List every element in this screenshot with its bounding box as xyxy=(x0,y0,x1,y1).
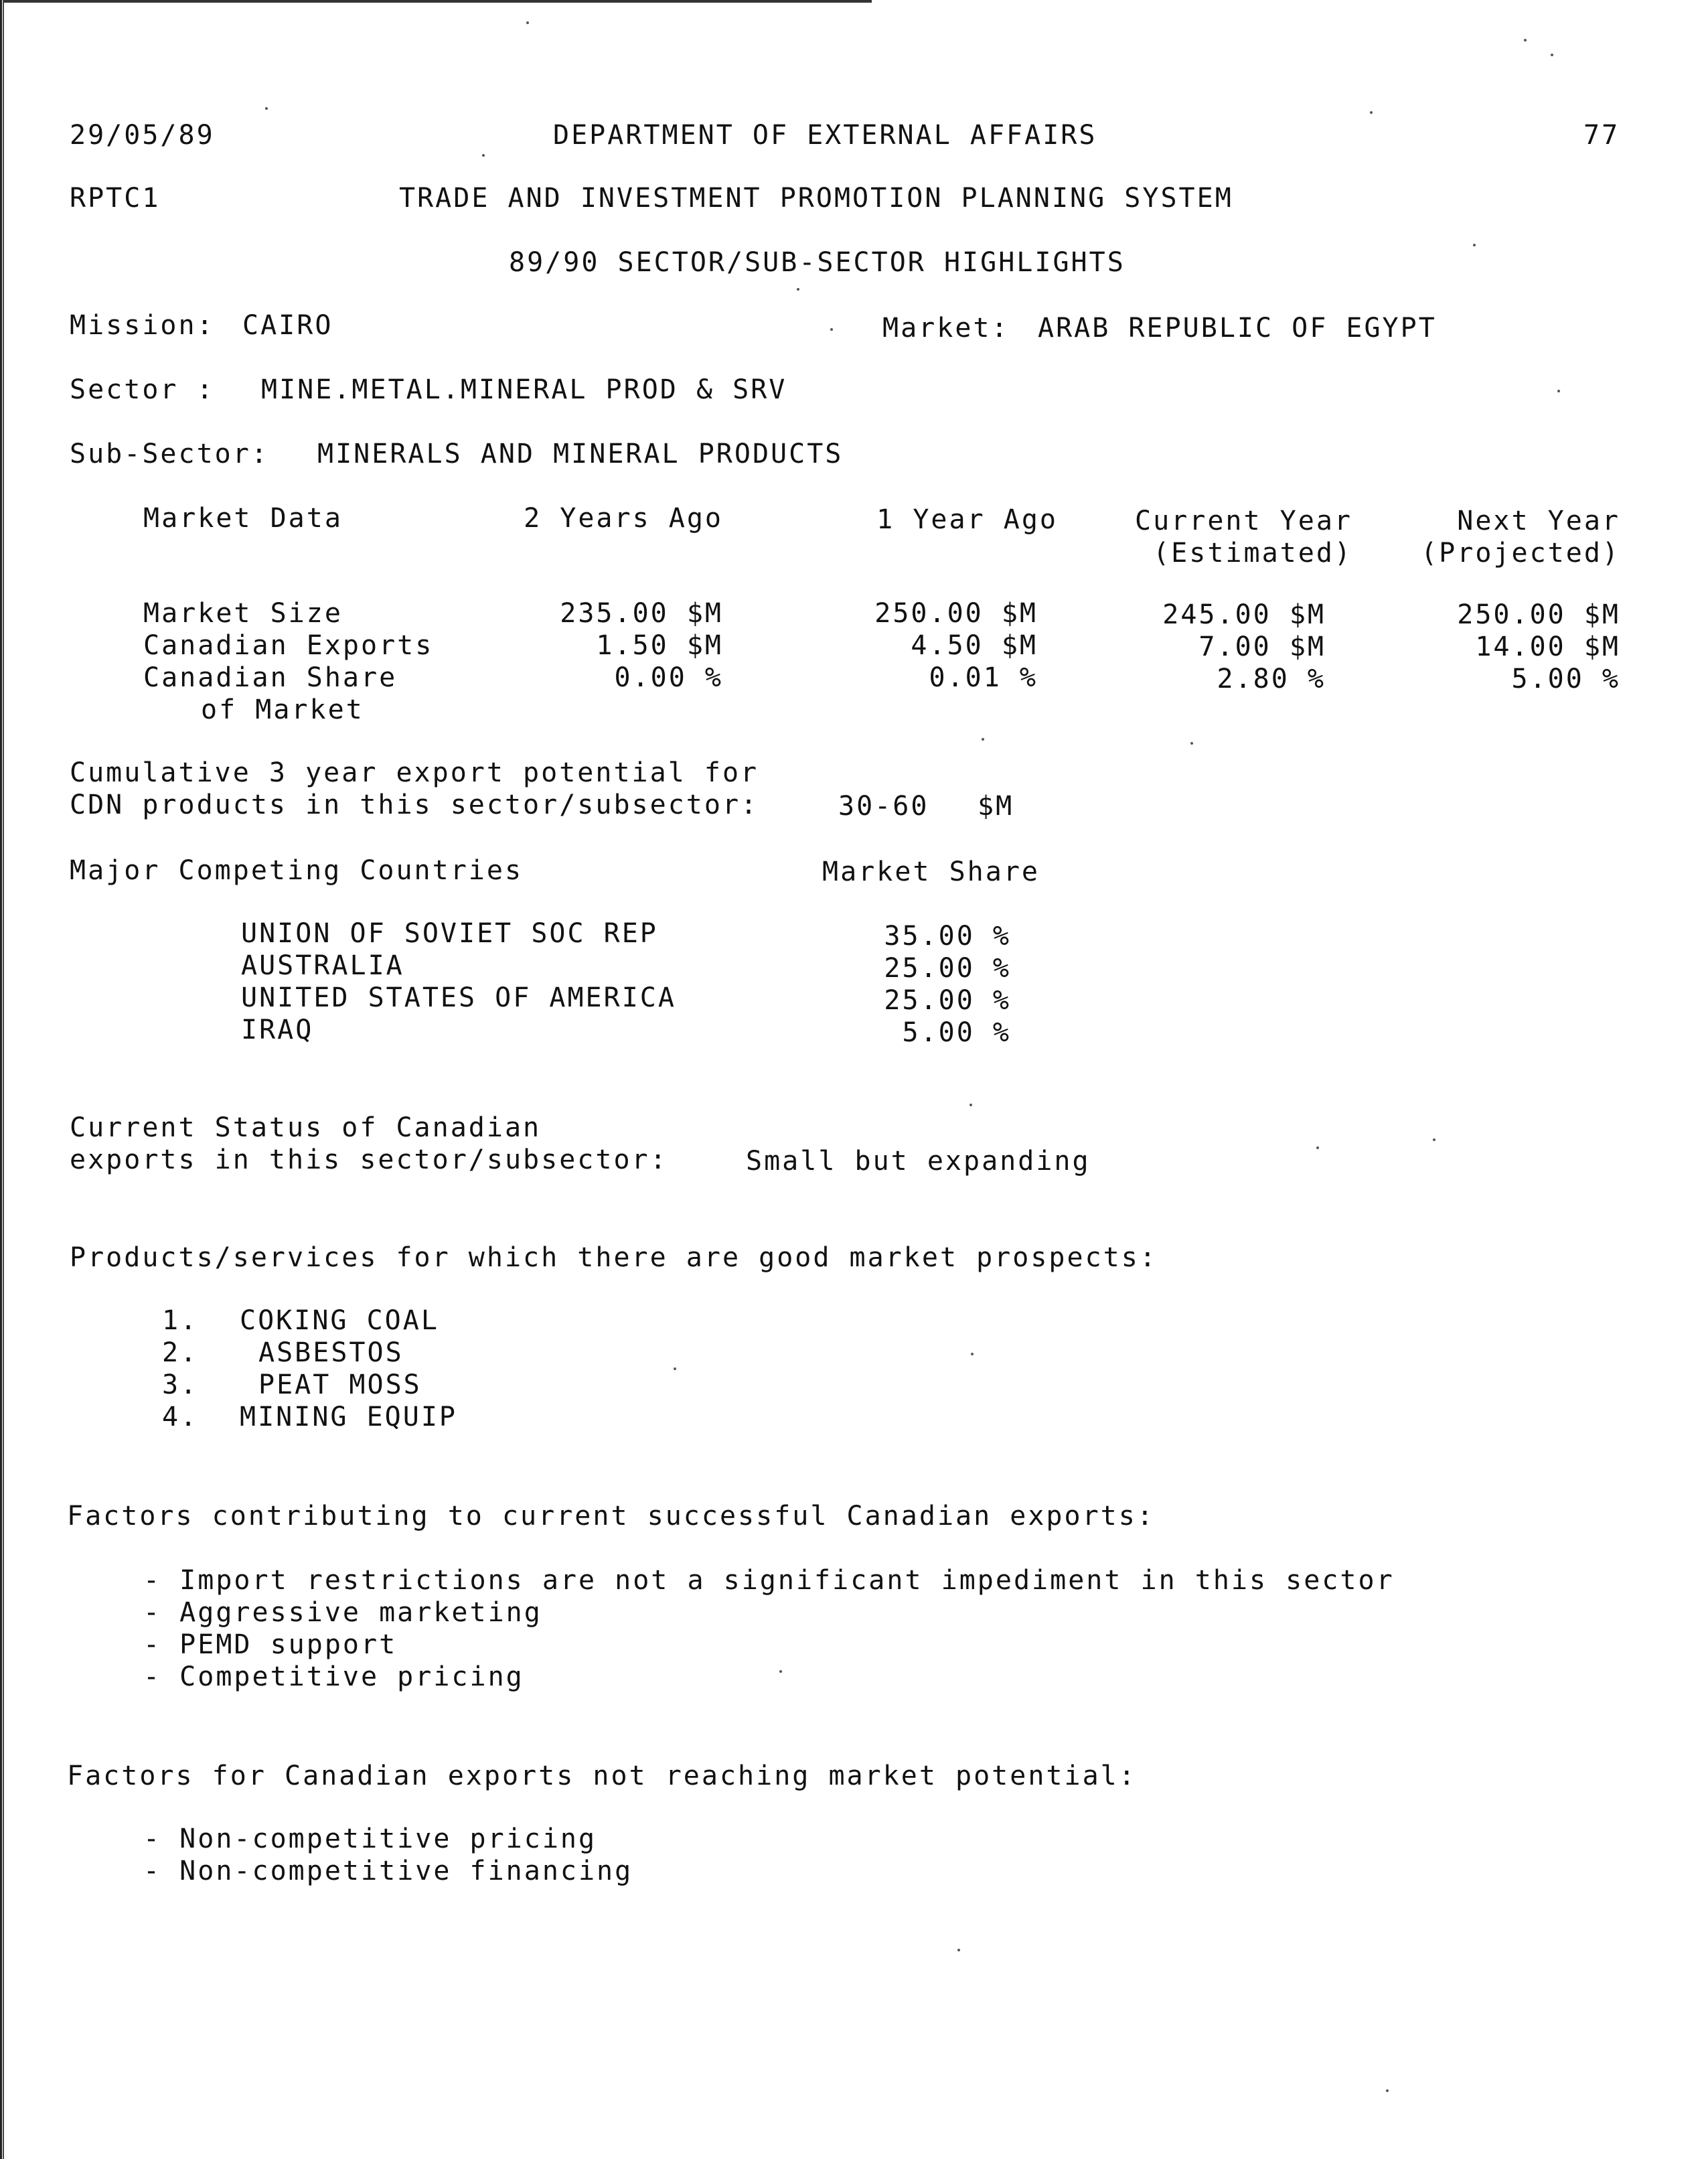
market-size-2-years-ago: 235.00 $M xyxy=(560,598,723,629)
prospect-item: MINING EQUIP xyxy=(240,1402,457,1432)
column-header-current-year-note: (Estimated) xyxy=(1153,538,1352,569)
prospect-number: 3. xyxy=(162,1369,199,1400)
current-status-value: Small but expanding xyxy=(746,1146,1091,1177)
market-label: Market: xyxy=(882,313,1010,344)
scan-speck xyxy=(982,738,984,741)
canadian-exports-1-year-ago: 4.50 $M xyxy=(911,630,1038,661)
scan-speck xyxy=(797,288,799,291)
current-status-line2: exports in this sector/subsector: xyxy=(70,1144,668,1175)
column-header-1-year-ago: 1 Year Ago xyxy=(876,504,1058,535)
page-number: 77 xyxy=(1583,120,1620,151)
competitor-share: 5.00 % xyxy=(902,1017,1011,1048)
success-factor-text: Aggressive marketing xyxy=(179,1597,542,1628)
scan-speck xyxy=(830,328,833,331)
current-status-line1: Current Status of Canadian xyxy=(70,1112,542,1143)
prospect-item: ASBESTOS xyxy=(258,1337,404,1368)
market-size-next-year: 250.00 $M xyxy=(1457,599,1620,630)
success-factor-text: Import restrictions are not a significant impediment in this sector xyxy=(179,1565,1395,1596)
prospect-item: PEAT MOSS xyxy=(258,1369,422,1400)
column-header-2-years-ago: 2 Years Ago xyxy=(524,503,723,534)
scan-speck xyxy=(1551,54,1553,56)
column-header-next-year: Next Year xyxy=(1457,506,1620,536)
scan-speck xyxy=(971,1353,974,1355)
department-name: DEPARTMENT OF EXTERNAL AFFAIRS xyxy=(553,120,1097,151)
scan-speck xyxy=(969,1104,972,1106)
scan-top-edge xyxy=(4,0,872,3)
success-factors-heading: Factors contributing to current successful Canadian exports: xyxy=(67,1501,1155,1532)
prospect-number: 4. xyxy=(162,1402,199,1432)
sub-sector-label: Sub-Sector: xyxy=(70,439,269,469)
success-factor-item: - Import restrictions are not a significant impediment in this sector xyxy=(143,1565,1395,1596)
canadian-share-next-year: 5.00 % xyxy=(1511,664,1620,694)
market-size-current-year: 245.00 $M xyxy=(1162,599,1326,630)
scan-speck xyxy=(1473,244,1476,246)
shortfall-factor-text: Non-competitive pricing xyxy=(179,1823,597,1854)
row-label-canadian-share: Canadian Share xyxy=(143,662,398,693)
canadian-exports-current-year: 7.00 $M xyxy=(1198,631,1326,662)
row-label-market-size: Market Size xyxy=(143,598,343,629)
row-label-canadian-share-cont: of Market xyxy=(201,694,364,725)
competitor-share: 25.00 % xyxy=(884,953,1011,984)
scan-left-edge xyxy=(0,0,4,2159)
competitors-heading: Major Competing Countries xyxy=(70,855,524,886)
success-factor-item: - Aggressive marketing xyxy=(143,1597,542,1628)
competitor-country: UNION OF SOVIET SOC REP xyxy=(241,918,658,949)
success-factor-text: Competitive pricing xyxy=(179,1661,524,1692)
canadian-exports-next-year: 14.00 $M xyxy=(1475,631,1620,662)
scan-speck xyxy=(1386,2089,1389,2092)
scan-speck xyxy=(779,1670,782,1673)
canadian-share-2-years-ago: 0.00 % xyxy=(614,662,723,693)
sub-sector-value: MINERALS AND MINERAL PRODUCTS xyxy=(317,439,844,469)
canadian-share-1-year-ago: 0.01 % xyxy=(929,662,1038,693)
export-potential-line2: CDN products in this sector/subsector: xyxy=(70,790,759,820)
column-header-current-year: Current Year xyxy=(1135,506,1352,536)
canadian-share-current-year: 2.80 % xyxy=(1217,664,1326,694)
market-share-heading: Market Share xyxy=(822,857,1040,887)
shortfall-factor-text: Non-competitive financing xyxy=(179,1856,633,1886)
column-header-next-year-note: (Projected) xyxy=(1421,538,1620,569)
competitor-country: UNITED STATES OF AMERICA xyxy=(241,982,676,1013)
shortfall-factor-item: - Non-competitive financing xyxy=(143,1856,633,1886)
shortfall-factor-item: - Non-competitive pricing xyxy=(143,1823,597,1854)
scan-speck xyxy=(1316,1146,1319,1149)
scan-speck xyxy=(526,21,529,24)
competitor-country: AUSTRALIA xyxy=(241,950,404,981)
prospect-number: 1. xyxy=(162,1305,199,1336)
scan-speck xyxy=(1524,39,1527,42)
report-code: RPTC1 xyxy=(70,183,161,214)
scan-speck xyxy=(1557,390,1560,392)
prospects-heading: Products/services for which there are good market prospects: xyxy=(70,1242,1158,1273)
competitor-country: IRAQ xyxy=(241,1015,314,1045)
competitor-share: 35.00 % xyxy=(884,921,1011,952)
report-title: 89/90 SECTOR/SUB-SECTOR HIGHLIGHTS xyxy=(509,247,1125,278)
market-size-1-year-ago: 250.00 $M xyxy=(874,598,1038,629)
market-value: ARAB REPUBLIC OF EGYPT xyxy=(1038,313,1437,344)
scan-speck xyxy=(1190,742,1193,745)
shortfall-factors-heading: Factors for Canadian exports not reaching market potential: xyxy=(67,1761,1137,1791)
scan-speck xyxy=(265,107,268,110)
scan-speck xyxy=(674,1367,676,1370)
scan-speck xyxy=(482,154,485,157)
export-potential-unit: $M xyxy=(978,791,1014,822)
sector-value: MINE.METAL.MINERAL PROD & SRV xyxy=(261,374,787,405)
mission-value: CAIRO xyxy=(242,310,333,341)
market-data-heading: Market Data xyxy=(143,503,343,534)
system-name: TRADE AND INVESTMENT PROMOTION PLANNING SYSTEM xyxy=(399,183,1233,214)
success-factor-text: PEMD support xyxy=(179,1629,398,1660)
scan-speck xyxy=(1433,1138,1435,1141)
sector-label: Sector : xyxy=(70,374,215,405)
row-label-canadian-exports: Canadian Exports xyxy=(143,630,434,661)
success-factor-item: - PEMD support xyxy=(143,1629,398,1660)
scan-speck xyxy=(1370,111,1373,114)
report-date: 29/05/89 xyxy=(70,120,215,151)
export-potential-value: 30-60 xyxy=(838,791,929,822)
canadian-exports-2-years-ago: 1.50 $M xyxy=(596,630,723,661)
success-factor-item: - Competitive pricing xyxy=(143,1661,524,1692)
prospect-number: 2. xyxy=(162,1337,199,1368)
scan-speck xyxy=(957,1949,960,1951)
export-potential-line1: Cumulative 3 year export potential for xyxy=(70,757,759,788)
competitor-share: 25.00 % xyxy=(884,985,1011,1016)
mission-label: Mission: xyxy=(70,310,215,341)
prospect-item: COKING COAL xyxy=(240,1305,439,1336)
